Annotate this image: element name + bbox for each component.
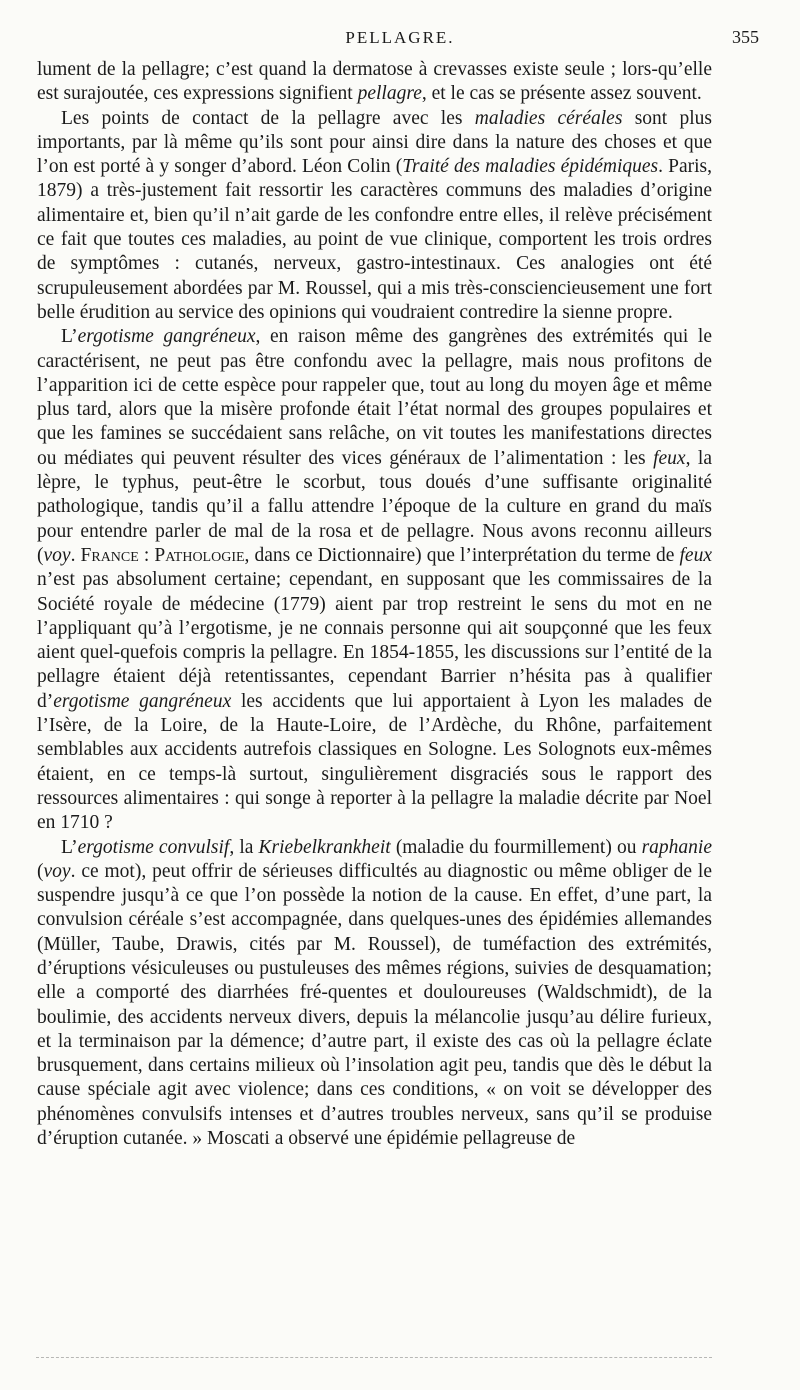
text-run: . ce mot), peut offrir de sérieuses difficultés au diagnostic ou même obliger de le suspendre jusqu’à ce que l’on possède la notion de la cause. En effet, d’une part, la convulsion céréale s’est accompagnée, dans quelques-unes des épidémies allemandes (Müller, Taube, Drawis, cités par M. Roussel), de tuméfaction des extrémités, d’éruptions vésiculeuses ou pustuleuses des mêmes régions, suivies de desquamation; elle a comporté des diarrhées fré-quentes et douloureuses (Waldschmidt), de la boulimie, des accidents nerveux divers, depuis la mélancolie jusqu’au délire furieux, et la terminaison par la démence; d’autre part, il existe des cas où la pellagre éclate brusquement, dans certains milieux où l’insolation agit peu, tandis que dès le début la cause spéciale agit avec violence; dans ces conditions, « on voit se développer des phénomènes convulsifs intenses et d’autres troubles nerveux, sans qu’il se produise d’éruption cutanée. » Moscati a observé une épidémie pellagreuse de [37,860,712,1150]
italic-run: ergotisme gangréneux [53,690,232,712]
text-run: L’ [61,836,78,858]
italic-run: voy [43,860,71,882]
text-run: . [70,544,81,566]
text-run: , dans ce Dictionnaire) que l’interprétation du terme de [244,544,680,566]
paragraph [37,836,712,1152]
text-run: , la lèpre, le typhus, peut-être le scorbut, tous doués d’une suffisante originalité pathologique, tandis qu’il a fallu attendre l’époque de la culture en grand du maïs pour entendre parler de mal de la rosa et de pellagre. Nous avons reconnu ailleurs ( [37,447,713,566]
italic-run: Kriebelkrankheit [258,836,391,858]
running-title: PELLAGRE. [345,28,455,47]
paragraph [37,58,712,107]
text-run: sont plus importants, par là même qu’ils sont pour ainsi dire dans la nature des choses et que l’on est porté à y songer d’abord. Léon Colin ( [37,107,713,178]
italic-run: ergotisme convulsif [77,836,230,858]
italic-run: maladies céréales [474,107,623,129]
text-run: n’est pas absolument certaine; cependant, en supposant que les commissaires de la Société royale de médecine (1779) aient par trop restreint le sens du mot en ne l’appliquant qu’à l’ergotisme, je ne connais personne qui ait soupçonné que les feux aient quel-quefois compris la pellagre. En 1854-1855, les discussions sur l’entité de la pellagre étaient déjà retentissantes, cependant Barrier n’hésita pas à qualifier d’ [37,569,712,712]
small-caps-run: France : Pathologie [80,544,245,566]
paragraph [37,325,712,835]
text-run: Les points de contact de la pellagre avec les [61,107,475,129]
bottom-rule [36,1357,712,1358]
text-run: L’ [61,326,78,348]
text-run: lument de la pellagre; c’est quand la dermatose à crevasses existe seule ; lors-qu’elle est surajoutée, ces expressions signifient [37,59,712,105]
italic-run: pellagre [357,83,422,105]
italic-run: Traité des maladies épidémiques [402,156,659,178]
italic-run: ergotisme gangréneux [77,326,256,348]
text-run: (maladie du fourmillement) ou [390,836,642,858]
italic-run: raphanie [641,836,712,858]
text-run: , en raison même des gangrènes des extrémités qui le caractérisent, ne peut pas être confondu avec la pellagre, mais nous profitons de l’apparition ici de cette espèce pour rappeler que, tout au long du moyen âge et même plus tard, alors que la misère profonde était l’état normal des groupes populaires et que les famines se succédaient sans relâche, on vit toutes les manifestations directes ou médiates qui peuvent résulter des vices généraux de l’alimentation : les [37,326,712,469]
text-run: , la [229,836,259,858]
italic-run: voy [43,544,71,566]
page-number: 355 [732,27,759,47]
text-run: , et le cas se présente assez souvent. [421,83,702,105]
body-text [37,58,712,1151]
text-run: les accidents que lui apportaient à Lyon les malades de l’Isère, de la Loire, de la Haute-Loire, de l’Ardèche, du Rhône, parfaitement semblables aux accidents autrefois classiques en Sologne. Les Solognots eux-mêmes étaient, en ce temps-là surtout, singulièrement disgraciés sous le rapport des ressources alimentaires : qui songe à reporter à la pellagre la maladie décrite par Noel en 1710 ? [37,690,712,834]
italic-run: feux [679,544,712,566]
paragraph [37,107,712,326]
italic-run: feux [653,447,686,469]
text-run: . Paris, 1879) a très-justement fait ressortir les caractères communs des maladies d’origine alimentaire et, bien qu’il n’ait garde de les confondre entre elles, il relève précisément ce fait que toutes ces maladies, au point de vue clinique, comportent les trois ordres de symptômes : cutanés, nerveux, gastro-intestinaux. Ces analogies ont été scrupuleusement abordées par M. Roussel, qui a mis très-consciencieusement une fort belle érudition au service des opinions qui voudraient contredire la sienne propre. [37,156,713,323]
text-run: ( [37,860,44,882]
